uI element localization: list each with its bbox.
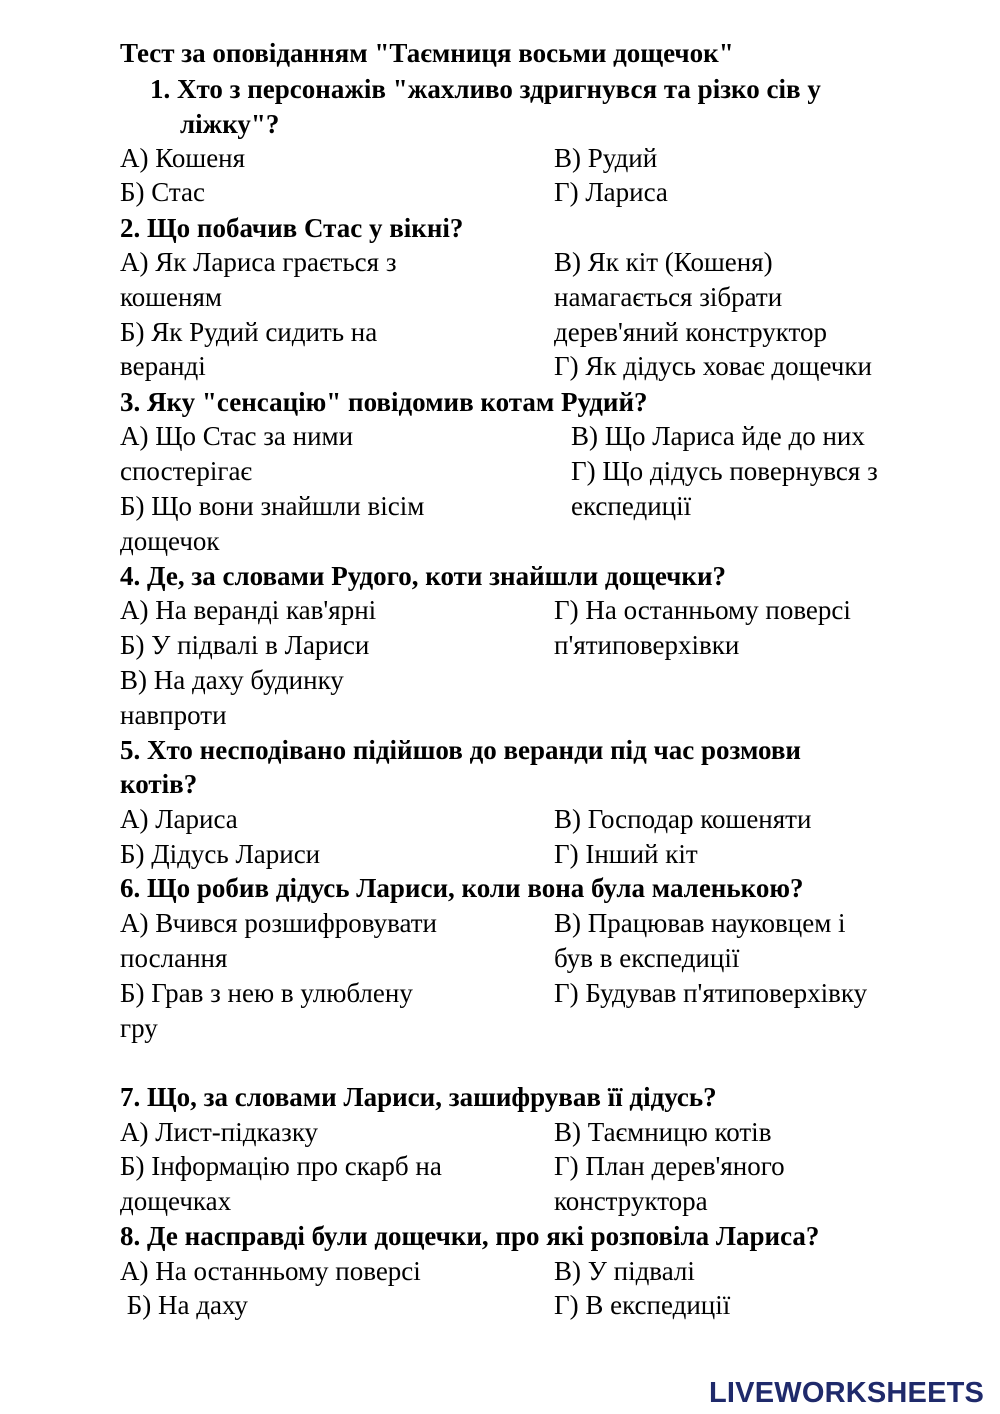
q4-option-g: Г) На останньому поверсі (554, 595, 851, 625)
q2-option-b-cont: веранді (120, 351, 206, 381)
q2-option-g: Г) Як дідусь ховає дощечки (554, 351, 872, 381)
q3-option-g: Г) Що дідусь повернувся з (571, 456, 878, 486)
q3-option-b-cont: дощечок (120, 526, 220, 556)
q3-option-g-cont: експедиції (571, 491, 692, 521)
q6-option-v: В) Працював науковцем і (554, 908, 846, 938)
q2-option-a: А) Як Лариса грається з (120, 247, 397, 277)
q4-option-v: В) На даху будинку (120, 665, 344, 695)
question-3-text: 3. Яку "сенсацію" повідомив котам Рудий? (120, 387, 648, 417)
q7-option-a: А) Лист-підказку (120, 1117, 319, 1147)
q1-option-b: Б) Стас (120, 177, 205, 207)
q2-option-v-cont1: намагається зібрати (554, 282, 783, 312)
question-5-text: 5. Хто несподівано підійшов до веранди під час розмови (120, 735, 801, 765)
q7-option-g: Г) План дерев'яного (554, 1151, 785, 1181)
question-6-text: 6. Що робив дідусь Лариси, коли вона була маленькою? (120, 873, 804, 903)
q3-option-b: Б) Що вони знайшли вісім (120, 491, 425, 521)
q8-option-b: Б) На даху (120, 1290, 248, 1320)
liveworksheets-logo (693, 1377, 984, 1409)
q7-option-b-cont: дощечках (120, 1186, 232, 1216)
q4-option-a: А) На веранді кав'ярні (120, 595, 377, 625)
q8-option-a: А) На останньому поверсі (120, 1256, 421, 1286)
q6-option-v-cont: був в експедиції (554, 943, 740, 973)
logo-mark-icon (693, 1392, 709, 1394)
q2-option-v: В) Як кіт (Кошеня) (554, 247, 773, 277)
q4-option-b: Б) У підвалі в Лариси (120, 630, 370, 660)
q2-option-a-cont: кошеням (120, 282, 222, 312)
q6-option-a-cont: послання (120, 943, 228, 973)
q3-option-a-cont: спостерігає (120, 456, 253, 486)
q4-option-g-cont: п'ятиповерхівки (554, 630, 740, 660)
question-1-text: 1. Хто з персонажів "жахливо здригнувся та різко сів у (150, 74, 821, 104)
q4-option-v-cont: навпроти (120, 700, 227, 730)
question-7-text: 7. Що, за словами Лариси, зашифрував її дідусь? (120, 1082, 717, 1112)
q2-option-v-cont2: дерев'яний конструктор (554, 317, 827, 347)
q7-option-g-cont: конструктора (554, 1186, 708, 1216)
q7-option-v: В) Таємницю котів (554, 1117, 772, 1147)
q6-option-a: А) Вчився розшифровувати (120, 908, 437, 938)
q7-option-b: Б) Інформацію про скарб на (120, 1151, 442, 1181)
q5-option-g: Г) Інший кіт (554, 839, 698, 869)
q5-option-v: В) Господар кошеняти (554, 804, 812, 834)
q8-option-v: В) У підвалі (554, 1256, 695, 1286)
q3-option-a: А) Що Стас за ними (120, 421, 354, 451)
q2-option-b: Б) Як Рудий сидить на (120, 317, 378, 347)
q1-option-a: А) Кошеня (120, 143, 246, 173)
q1-option-v: В) Рудий (554, 143, 658, 173)
question-2-text: 2. Що побачив Стас у вікні? (120, 213, 464, 243)
question-5-text-cont: котів? (120, 769, 198, 799)
question-8-text: 8. Де насправді були дощечки, про які розповіла Лариса? (120, 1221, 820, 1251)
page-title: Тест за оповіданням "Таємниця восьми дощечок" (120, 38, 734, 68)
question-4-text: 4. Де, за словами Рудого, коти знайшли дощечки? (120, 561, 726, 591)
logo-text: LIVEWORKSHEETS (709, 1376, 985, 1409)
q1-option-g: Г) Лариса (554, 177, 668, 207)
q5-option-a: А) Лариса (120, 804, 238, 834)
q6-option-b-cont: гру (120, 1013, 158, 1043)
q6-option-b: Б) Грав з нею в улюблену (120, 978, 413, 1008)
q6-option-g: Г) Будував п'ятиповерхівку (554, 978, 868, 1008)
q8-option-g: Г) В експедиції (554, 1290, 731, 1320)
q5-option-b: Б) Дідусь Лариси (120, 839, 321, 869)
q3-option-v: В) Що Лариса йде до них (571, 421, 865, 451)
question-1-text-cont: ліжку"? (180, 109, 280, 139)
